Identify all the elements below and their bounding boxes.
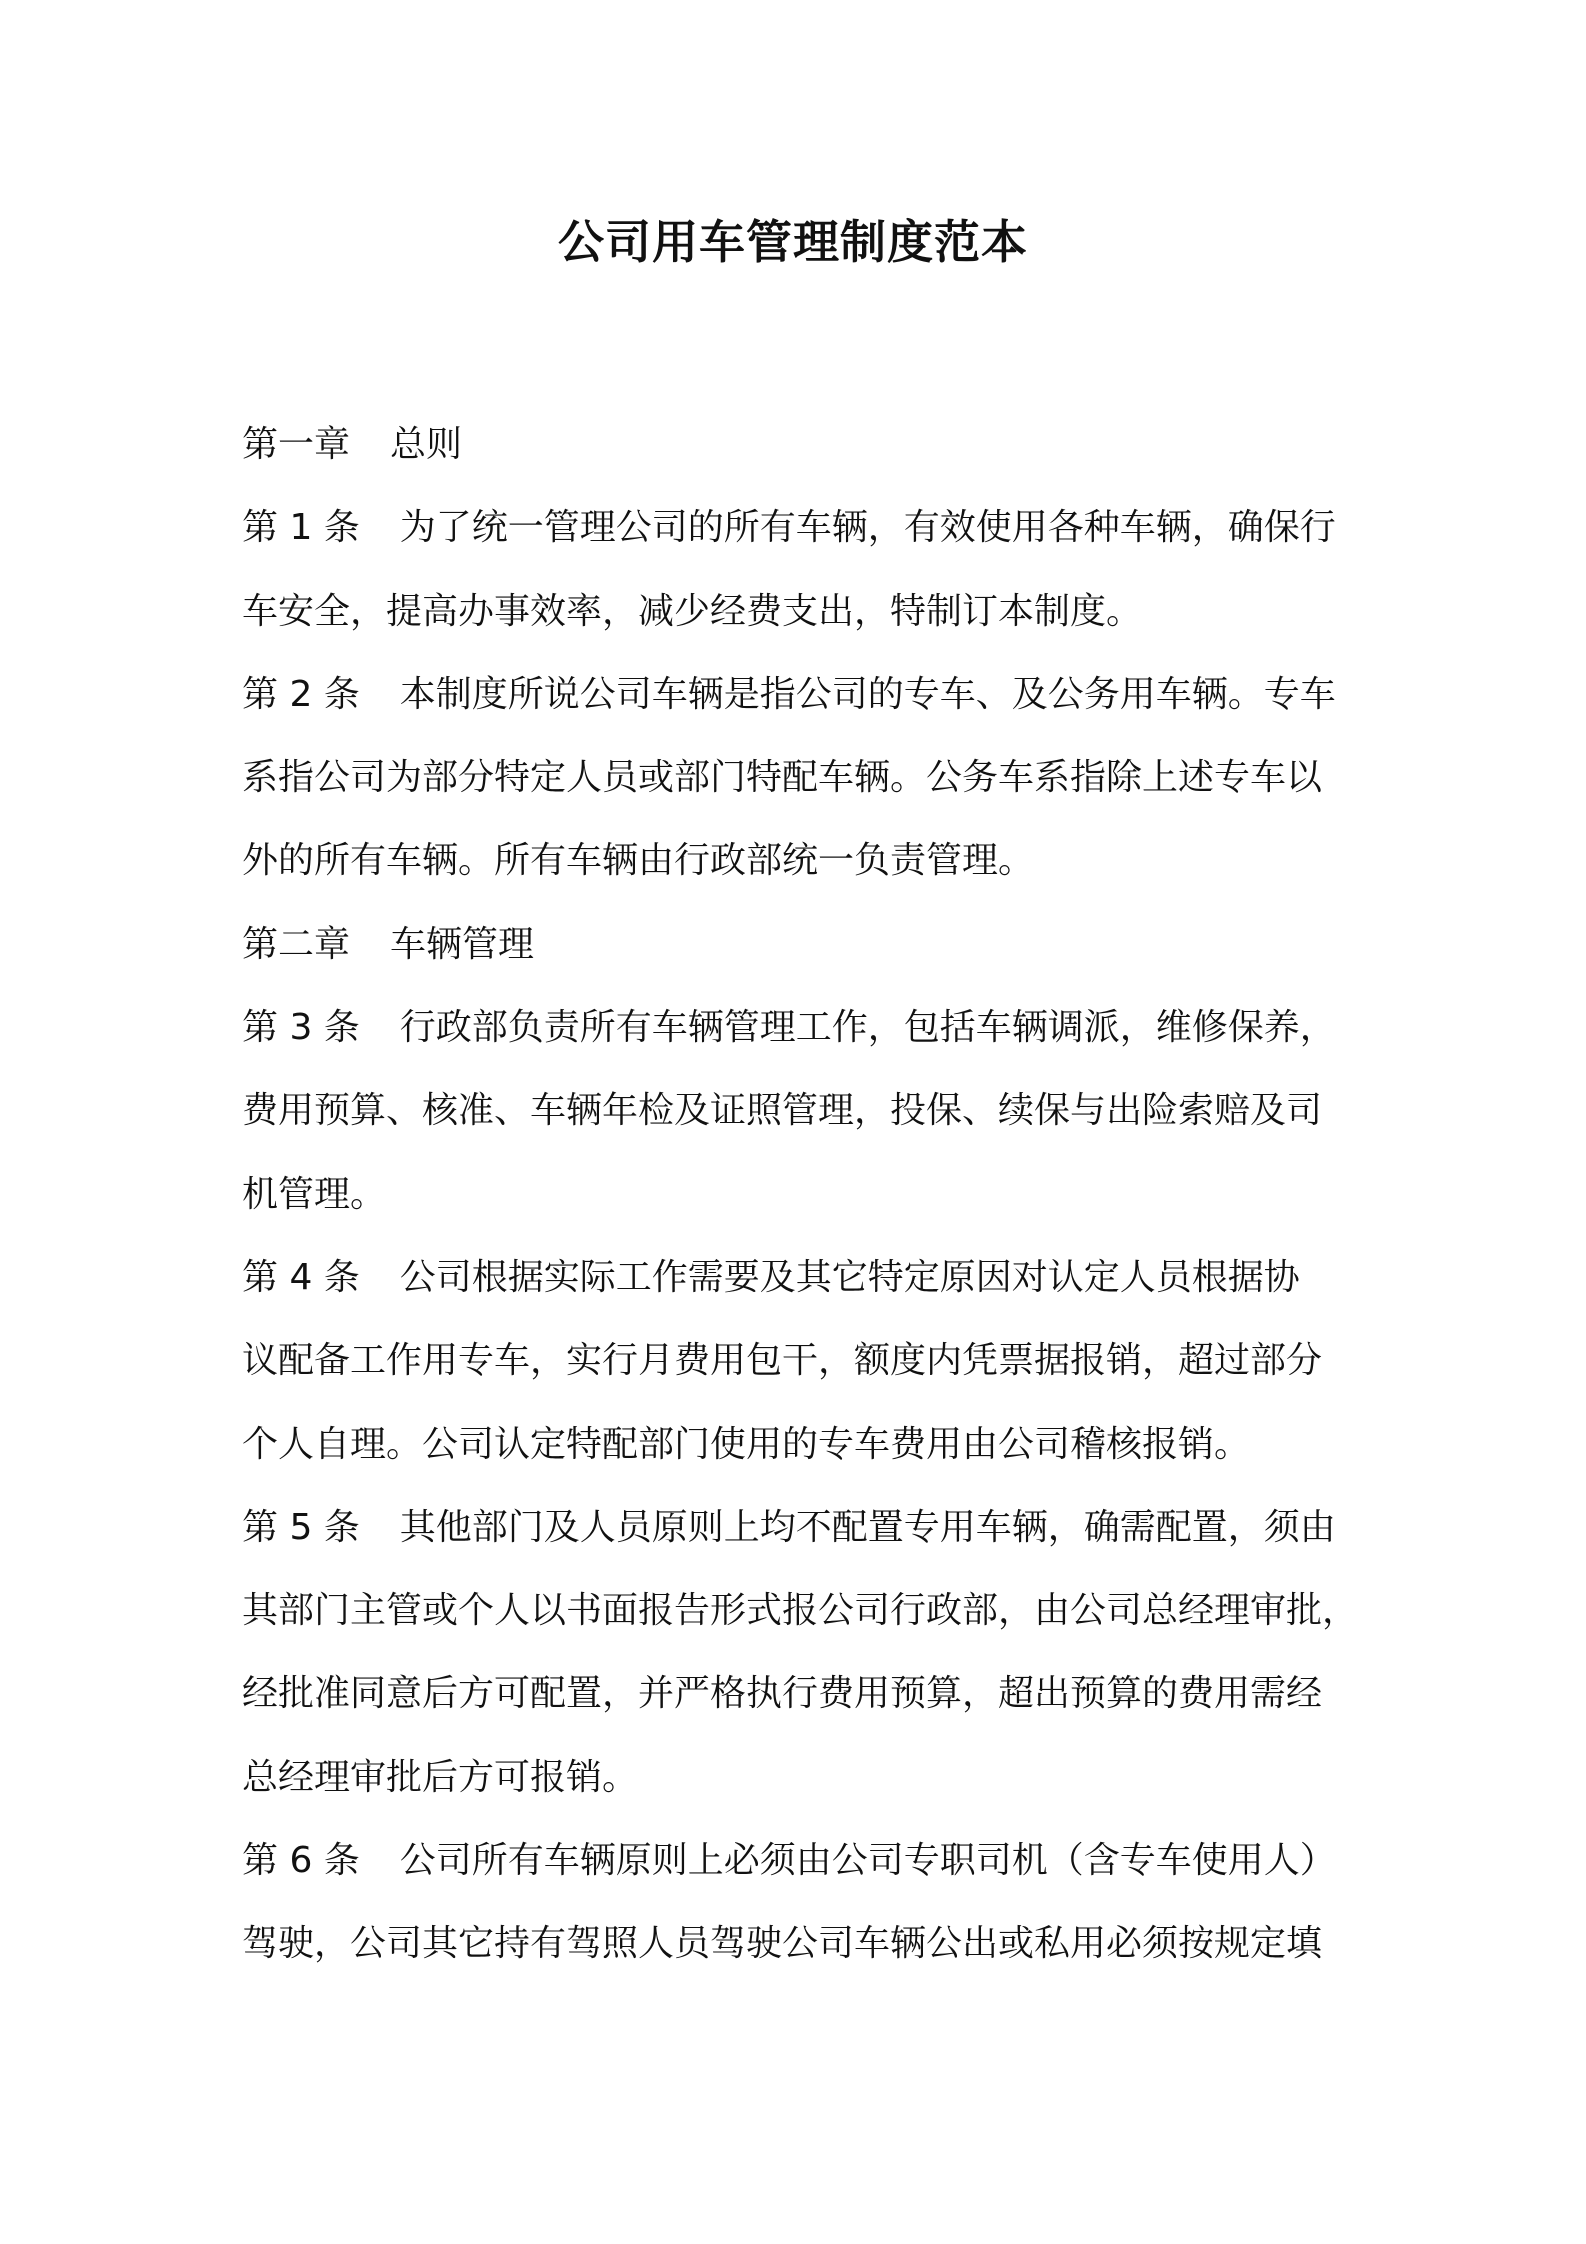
paragraph-line: [242, 1319, 1354, 1402]
line-text: 总则: [390, 424, 463, 465]
line-text: 机管理。: [242, 1173, 387, 1215]
line-text: 外的所有车辆。所有车辆由行政部统一负责管理。: [242, 840, 1035, 882]
document-title: 公司用车管理制度范本: [558, 215, 1028, 269]
line-text: 驾驶，公司其它持有驾照人员驾驶公司车辆公出或私用必须按规定填: [242, 1923, 1323, 1965]
line-text: 个人自理。公司认定特配部门使用的专车费用由公司稽核报销。: [242, 1423, 1251, 1465]
paragraph-line: [242, 1569, 1359, 1652]
document-body: [242, 403, 1359, 1986]
paragraph-line: [242, 1069, 1354, 1152]
line-text: 车安全，提高办事效率，减少经费支出，特制订本制度。: [242, 590, 1143, 632]
paragraph-line: [242, 570, 1354, 653]
paragraph-heading-line: [242, 1819, 1354, 1902]
line-text: 公司所有车辆原则上必须由公司专职司机（含专车使用人）: [399, 1840, 1336, 1882]
line-text: 车辆管理: [390, 923, 535, 965]
article-number: 第 3 条: [242, 1007, 360, 1049]
line-text: 系指公司为部分特定人员或部门特配车辆。公务车系指除上述专车以: [242, 757, 1323, 799]
paragraph-heading-line: [242, 1486, 1354, 1569]
line-text: 经批准同意后方可配置，并严格执行费用预算，超出预算的费用需经: [242, 1673, 1323, 1715]
paragraph-heading-line: [242, 653, 1354, 736]
article-number: 第二章: [242, 923, 351, 965]
line-text: 行政部负责所有车辆管理工作，包括车辆调派，维修保养，: [399, 1007, 1336, 1049]
paragraph-heading-line: [242, 986, 1354, 1069]
paragraph-line: [242, 736, 1354, 819]
line-text: 本制度所说公司车辆是指公司的专车、及公务用车辆。专车: [399, 673, 1336, 715]
article-number: 第 5 条: [242, 1506, 360, 1548]
paragraph-line: [242, 1403, 1354, 1486]
line-text: 公司根据实际工作需要及其它特定原因对认定人员根据协: [399, 1256, 1300, 1298]
line-text: 其他部门及人员原则上均不配置专用车辆，确需配置，须由: [399, 1506, 1336, 1548]
line-text: 为了统一管理公司的所有车辆，有效使用各种车辆，确保行: [399, 507, 1336, 549]
article-number: 第 4 条: [242, 1256, 360, 1298]
paragraph-line: [242, 819, 1354, 902]
line-text: 议配备工作用专车，实行月费用包干，额度内凭票据报销，超过部分: [242, 1340, 1323, 1382]
paragraph-line: [242, 1652, 1354, 1735]
line-text: 费用预算、核准、车辆年检及证照管理，投保、续保与出险索赔及司: [242, 1090, 1323, 1132]
article-number: 第 6 条: [242, 1840, 360, 1882]
article-number: 第 2 条: [242, 673, 360, 715]
line-text: 其部门主管或个人以书面报告形式报公司行政部，由公司总经理审批，: [242, 1590, 1359, 1632]
paragraph-heading-line: [242, 486, 1354, 569]
article-number: 第 1 条: [242, 507, 360, 549]
paragraph-heading-line: [242, 403, 1354, 486]
paragraph-line: [242, 1902, 1354, 1985]
paragraph-line: [242, 1153, 1354, 1236]
article-number: 第一章: [242, 424, 351, 465]
paragraph-heading-line: [242, 903, 1354, 986]
paragraph-line: [242, 1736, 1354, 1819]
paragraph-heading-line: [242, 1236, 1354, 1319]
line-text: 总经理审批后方可报销。: [242, 1756, 639, 1798]
